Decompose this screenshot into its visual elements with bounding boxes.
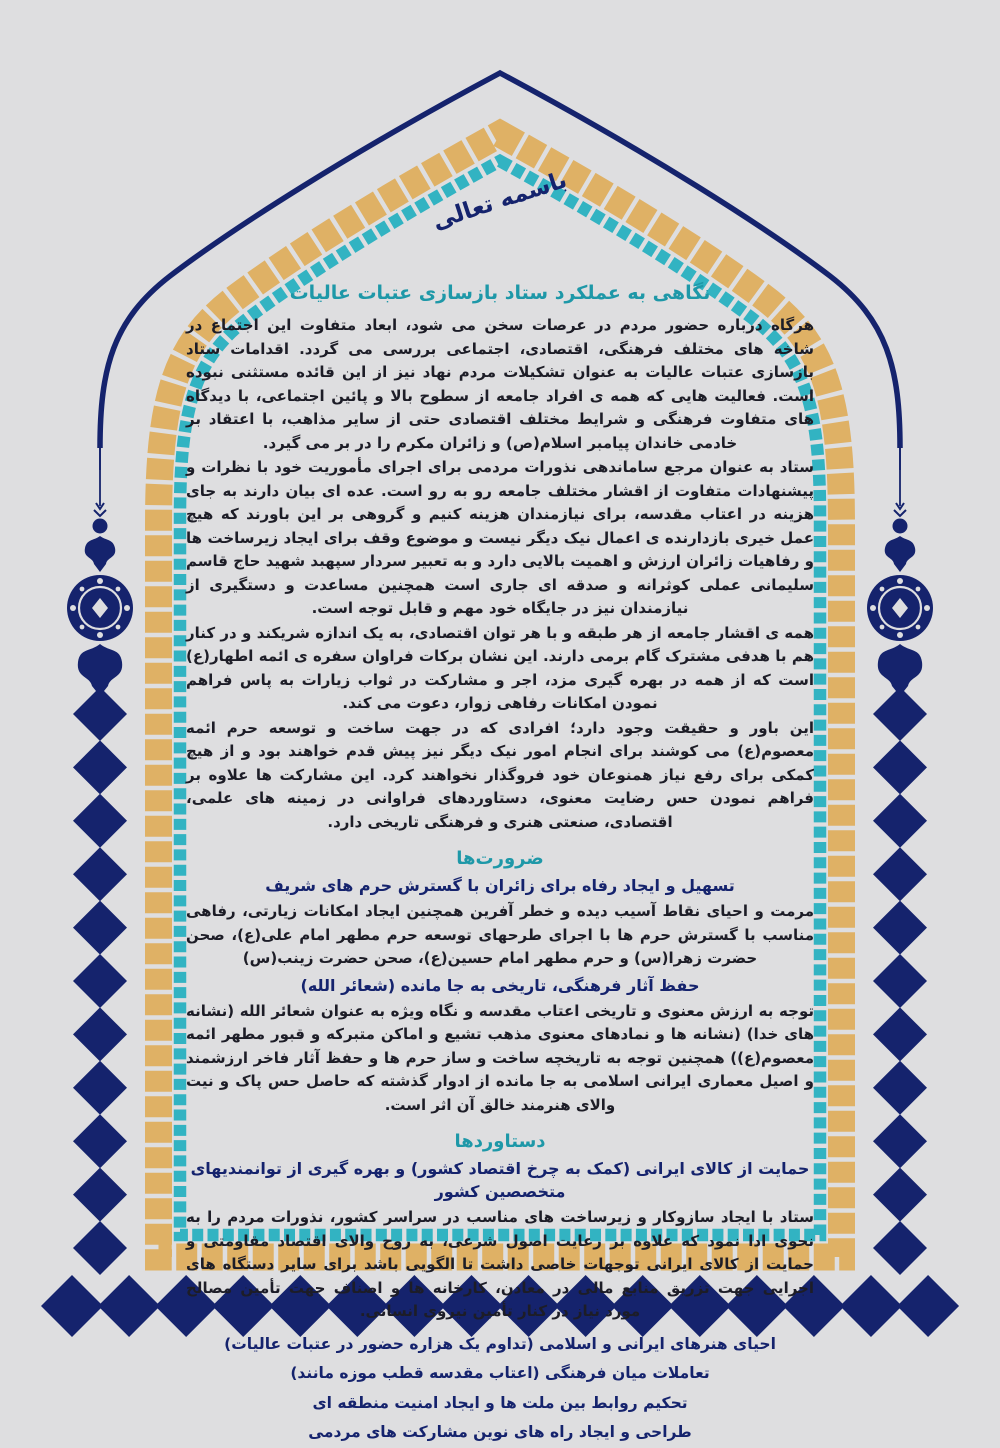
diamond-tile bbox=[73, 1007, 127, 1061]
intro-paragraph: هرگاه درباره حضور مردم در عرصات سخن می شود، ابعاد متفاوت این اجتماع در شاخه های مختلف فرهنگی، اقتصادی، اجتماعی بررسی می گردد. اقدامات ستاد بازسازی عتبات عالیات به عنوان تشکیلات مردم نهاد نیز از این قائده مستثنی نبوده است. فعالیت هایی که همه ی افراد جامعه از سطوح بالا و پائین اجتماعی، با دیدگاه های متفاوت فرهنگی و شرایط مختلف اقتصادی حتی از سایر مذاهب، با اعتقاد بر خادمی خاندان پیامبر اسلام(ص) و زائران مکرم را در بر می گیرد. bbox=[186, 316, 814, 452]
highlight-item: تعاملات میان فرهنگی (اعتاب مقدسه قطب موزه مانند) bbox=[290, 1364, 710, 1382]
diamond-column-left bbox=[73, 687, 127, 1275]
section-paragraph: ستاد با ایجاد سازوکار و زیرساخت های مناسب در سراسر کشور، نذورات مردم را به نحوی ادا نمود که علاوه بر رعایت اصول شرعی، به روح والای اقتصاد مقاومتی و حمایت از کالای ایرانی توجهات خاصی داشت تا الگویی باشد برای سایر دستگاه های اجرایی جهت تزریق منابع مالی در معادن، کارخانه ها و اصناف جهت تأمین مصالح مورد نیاز در کنار تأمین نیروی انسانی. bbox=[186, 1208, 814, 1320]
subheading: حمایت از کالای ایرانی (کمک به چرخ اقتصاد کشور) و بهره گیری از توانمندیهای متخصصین کشور bbox=[190, 1159, 810, 1201]
intro-paragraph: همه ی اقشار جامعه از هر طبقه و با هر توان اقتصادی، به یک اندازه شریکند و در کنار هم با هدفی مشترک گام برمی دارند. این نشان برکات فراوان سفره ی ائمه اطهار(ع) است که از همه در بهره گیری مزد، اجر و مشارکت در ثواب زیارات به پاس فراهم نمودن امکانات رفاهی زوار، دعوت می کند. bbox=[186, 623, 814, 712]
diamond-tile bbox=[873, 740, 927, 794]
diamond-tile bbox=[873, 1221, 927, 1275]
diamond-tile bbox=[73, 954, 127, 1008]
diamond-tile bbox=[873, 847, 927, 901]
highlight-item: احیای هنرهای ایرانی و اسلامی (تداوم یک هزاره حضور در عتبات عالیات) bbox=[224, 1334, 776, 1353]
section-paragraph: مرمت و احیای نقاط آسیب دیده و خطر آفرین همچنین ایجاد امکانات زیارتی، رفاهی مناسب با گسترش حرم ها با اجرای طرحهای توسعه حرم مطهر امام علی(ع)، صحن حضرت زهرا(س) و حرم مطهر امام حسین(ع)، صحن حضرت زینب(س) bbox=[186, 902, 814, 967]
diamond-tile bbox=[873, 1114, 927, 1168]
diamond-tile bbox=[73, 1061, 127, 1115]
subheading: حفظ آثار فرهنگی، تاریخی به جا مانده (شعائر الله) bbox=[300, 975, 700, 995]
diamond-tile bbox=[73, 847, 127, 901]
diamond-tile bbox=[840, 1275, 902, 1337]
hanging-ornament-right bbox=[867, 438, 933, 696]
intro-paragraph: این باور و حقیقت وجود دارد؛ افرادی که در جهت ساخت و توسعه حرم ائمه معصوم(ع) می کوشند برای انجام امور نیک دیگر نیز پیش قدم خواهند بود و از هیچ کمکی برای رفع نیاز همنوعان خود فروگذار نخواهند کرد. این مشارکت ها علاوه بر فراهم نمودن حس رضایت معنوی، دستاوردهای فراوانی در زمینه های علمی، اقتصادی، صنعتی هنری و فرهنگی تاریخی دارد. bbox=[186, 718, 814, 831]
section-heading-achievements: دستاوردها bbox=[454, 1131, 546, 1152]
diamond-tile bbox=[873, 901, 927, 955]
highlight-item: طراحی و ایجاد راه های نوین مشارکت های مردمی bbox=[308, 1423, 692, 1441]
diamond-tile bbox=[98, 1275, 160, 1337]
diamond-tile bbox=[873, 954, 927, 1008]
intro-paragraph: ستاد به عنوان مرجع ساماندهی نذورات مردمی برای اجرای مأموریت خود با نظرات و پیشنهادات متفاوت از اقشار مختلف جامعه رو به رو است. عده ای بیان دارند به جای هزینه در اعتاب مقدسه، برای نیازمندان هزینه کنیم و گروهی بر این باورند که هیچ عمل خیری بازدارنده ی اعمال نیک دیگر نیست و موضوع وقف برای ایجاد زیرساخت ها و رفاهیات زائران ارزش و اهمیت بالایی دارد و به تعبیر سردار سپهبد شهید حاج قاسم سلیمانی عملی کوثرانه و صدقه ای جاری است همچنین مساعدت و دستگیری از نیازمندان نیز در جایگاه خود مهم و قابل توجه است. bbox=[186, 458, 814, 617]
diamond-tile bbox=[73, 687, 127, 741]
diamond-tile bbox=[73, 794, 127, 848]
highlight-item: تحکیم روابط بین ملت ها و ایجاد امنیت منطقه ای bbox=[312, 1393, 688, 1412]
diamond-tile bbox=[873, 794, 927, 848]
diamond-tile bbox=[73, 740, 127, 794]
highlight-list bbox=[186, 1330, 814, 1448]
diamond-tile bbox=[897, 1275, 959, 1337]
section-paragraph: توجه به ارزش معنوی و تاریخی اعتاب مقدسه و نگاه ویژه به عنوان شعائر الله (نشانه های خدا) (نشانه ها و نمادهای معنوی مذهب تشیع و اماکن متبرکه و قبور مطهر ائمه معصوم(ع)) همچنین توجه به تاریخچه ساخت و ساز حرم ها و حفظ آثار فاخر ارزشمند و اصیل معماری ایرانی اسلامی به جا مانده از ادوار گذشته که حاصل حس پاک و نیت والای هنرمند خالق آن اثر است. bbox=[186, 1001, 814, 1114]
diamond-tile bbox=[873, 687, 927, 741]
diamond-tile bbox=[73, 1221, 127, 1275]
diamond-tile bbox=[73, 1168, 127, 1222]
diamond-tile bbox=[873, 1061, 927, 1115]
poster-content bbox=[186, 280, 814, 1448]
diamond-tile bbox=[73, 901, 127, 955]
hanging-ornament-left bbox=[67, 438, 133, 696]
page-title: نگاهی به عملکرد ستاد بازسازی عتبات عالیات bbox=[289, 282, 711, 304]
diamond-tile bbox=[873, 1168, 927, 1222]
diamond-tile bbox=[73, 1114, 127, 1168]
bismillah-calligraphy: باسمه تعالی bbox=[429, 167, 571, 235]
diamond-tile bbox=[873, 1007, 927, 1061]
section-heading-necessities: ضرورت‌ها bbox=[456, 848, 544, 869]
subheading: تسهیل و ایجاد رفاه برای زائران با گسترش حرم های شریف bbox=[265, 876, 735, 895]
diamond-tile bbox=[41, 1275, 103, 1337]
diamond-column-right bbox=[873, 687, 927, 1275]
